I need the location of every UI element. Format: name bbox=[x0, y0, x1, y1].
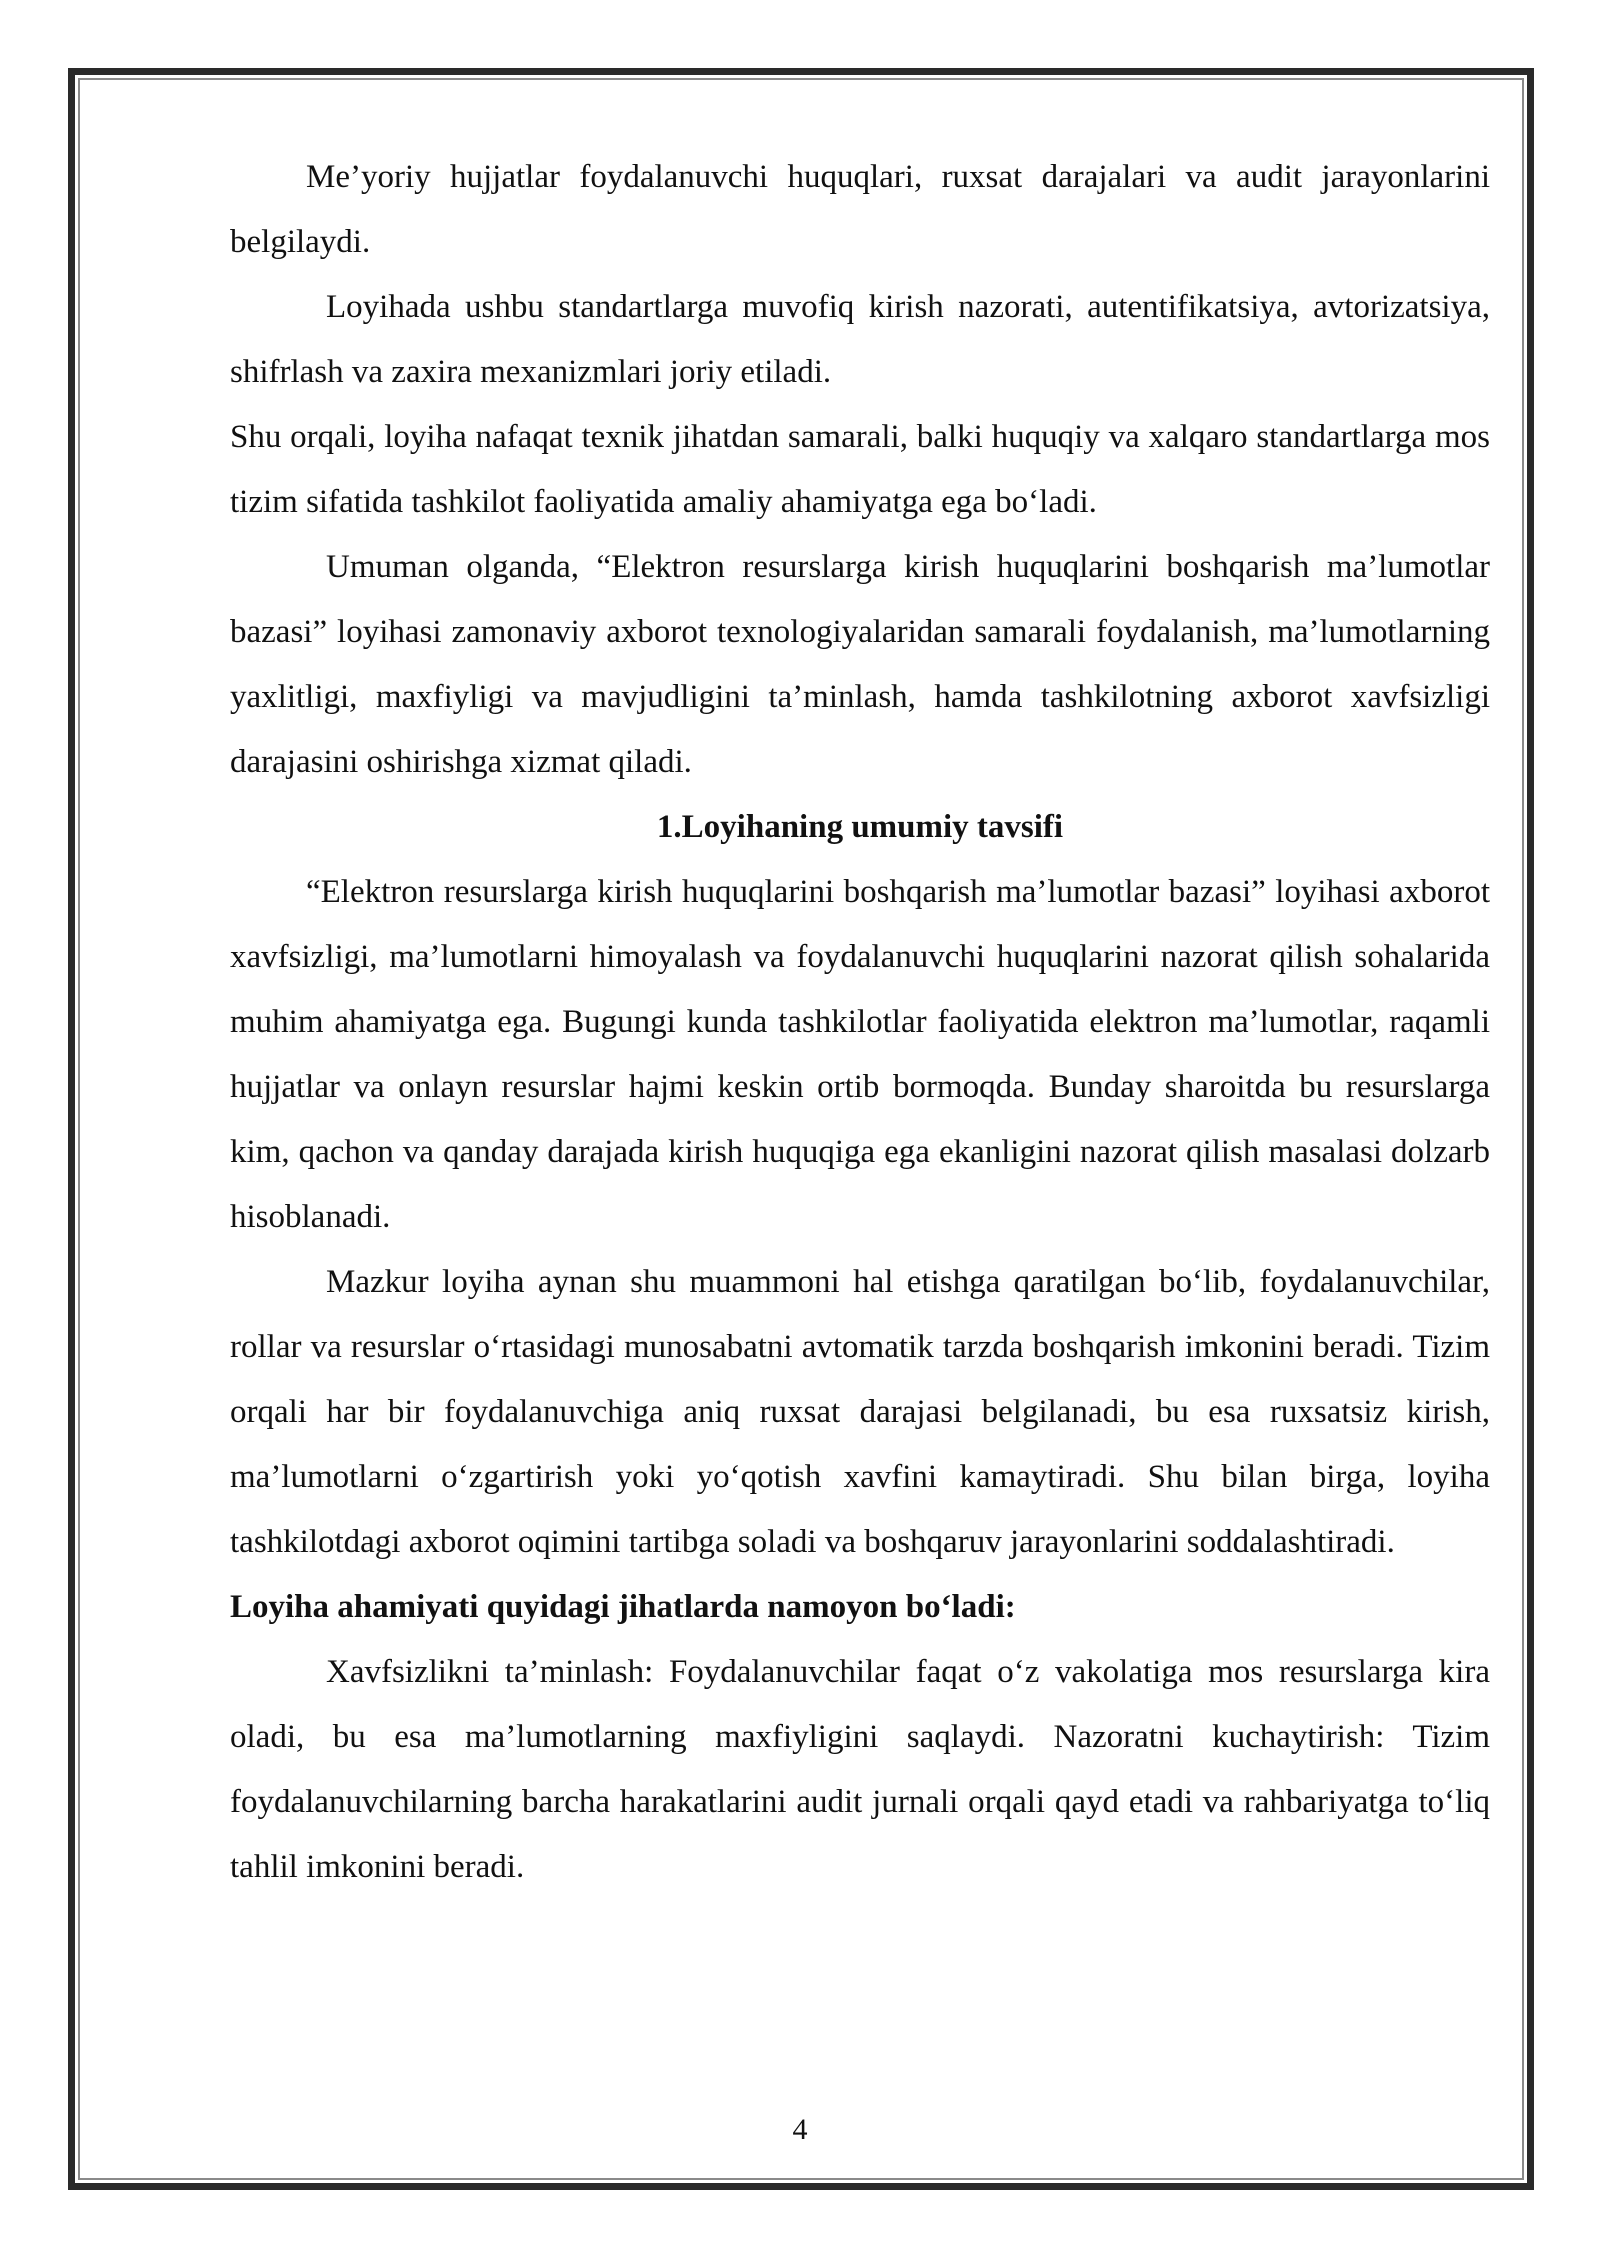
paragraph-summary: Umuman olganda, “Elektron resurslarga kirish huquqlarini boshqarish ma’lumotlar bazasi” loyihasi zamonaviy axborot texnologiyalaridan samarali foydalanish, ma’lumotlarning yaxlitligi, maxfiyligi va mavjudligini ta’minlash, hamda tashkilotning axborot xavfsizligi darajasini oshirishga xizmat qiladi. bbox=[230, 549, 1490, 780]
paragraph-standards: Loyihada ushbu standartlarga muvofiq kirish nazorati, autentifikatsiya, avtorizatsiya, shifrlash va zaxira mexanizmlari joriy etiladi. bbox=[230, 289, 1490, 390]
paragraph-security-control: Xavfsizlikni ta’minlash: Foydalanuvchilar faqat o‘z vakolatiga mos resurslarga kira oladi, bu esa ma’lumotlarning maxfiyligini saqlaydi. Nazoratni kuchaytirish: Tizim foydalanuvchilarning barcha harakatlarini audit jurnali orqali qayd etadi va rahbariyatga to‘liq tahlil imkonini beradi. bbox=[230, 1654, 1490, 1885]
document-body bbox=[230, 145, 1490, 1900]
page-number: 4 bbox=[792, 2113, 808, 2146]
paragraph-significance: Shu orqali, loyiha nafaqat texnik jihatdan samarali, balki huquqiy va xalqaro standartlarga mos tizim sifatida tashkilot faoliyatida amaliy ahamiyatga ega bo‘ladi. bbox=[230, 419, 1490, 520]
section-heading: 1.Loyihaning umumiy tavsifi bbox=[656, 809, 1064, 845]
paragraph-regulations: Me’yoriy hujjatlar foydalanuvchi huquqlari, ruxsat darajalari va audit jarayonlarini belgilaydi. bbox=[230, 159, 1490, 260]
paragraph-project-purpose: Mazkur loyiha aynan shu muammoni hal etishga qaratilgan bo‘lib, foydalanuvchilar, rollar va resurslar o‘rtasidagi munosabatni avtomatik tarzda boshqarish imkonini beradi. Tizim orqali har bir foydalanuvchiga aniq ruxsat darajasi belgilanadi, bu esa ruxsatsiz kirish, ma’lumotlarni o‘zgartirish yoki yo‘qotish xavfini kamaytiradi. Shu bilan birga, loyiha tashkilotdagi axborot oqimini tartibga soladi va boshqaruv jarayonlarini soddalashtiradi. bbox=[230, 1264, 1490, 1560]
bold-lead-line: Loyiha ahamiyati quyidagi jihatlarda namoyon bo‘ladi: bbox=[230, 1589, 1016, 1625]
paragraph-project-intro: “Elektron resurslarga kirish huquqlarini boshqarish ma’lumotlar bazasi” loyihasi axborot xavfsizligi, ma’lumotlarni himoyalash va foydalanuvchi huquqlarini nazorat qilish sohalarida muhim ahamiyatga ega. Bugungi kunda tashkilotlar faoliyatida elektron ma’lumotlar, raqamli hujjatlar va onlayn resurslar hajmi keskin ortib bormoqda. Bunday sharoitda bu resurslarga kim, qachon va qanday darajada kirish huquqiga ega ekanligini nazorat qilish masalasi dolzarb hisoblanadi. bbox=[230, 874, 1490, 1235]
